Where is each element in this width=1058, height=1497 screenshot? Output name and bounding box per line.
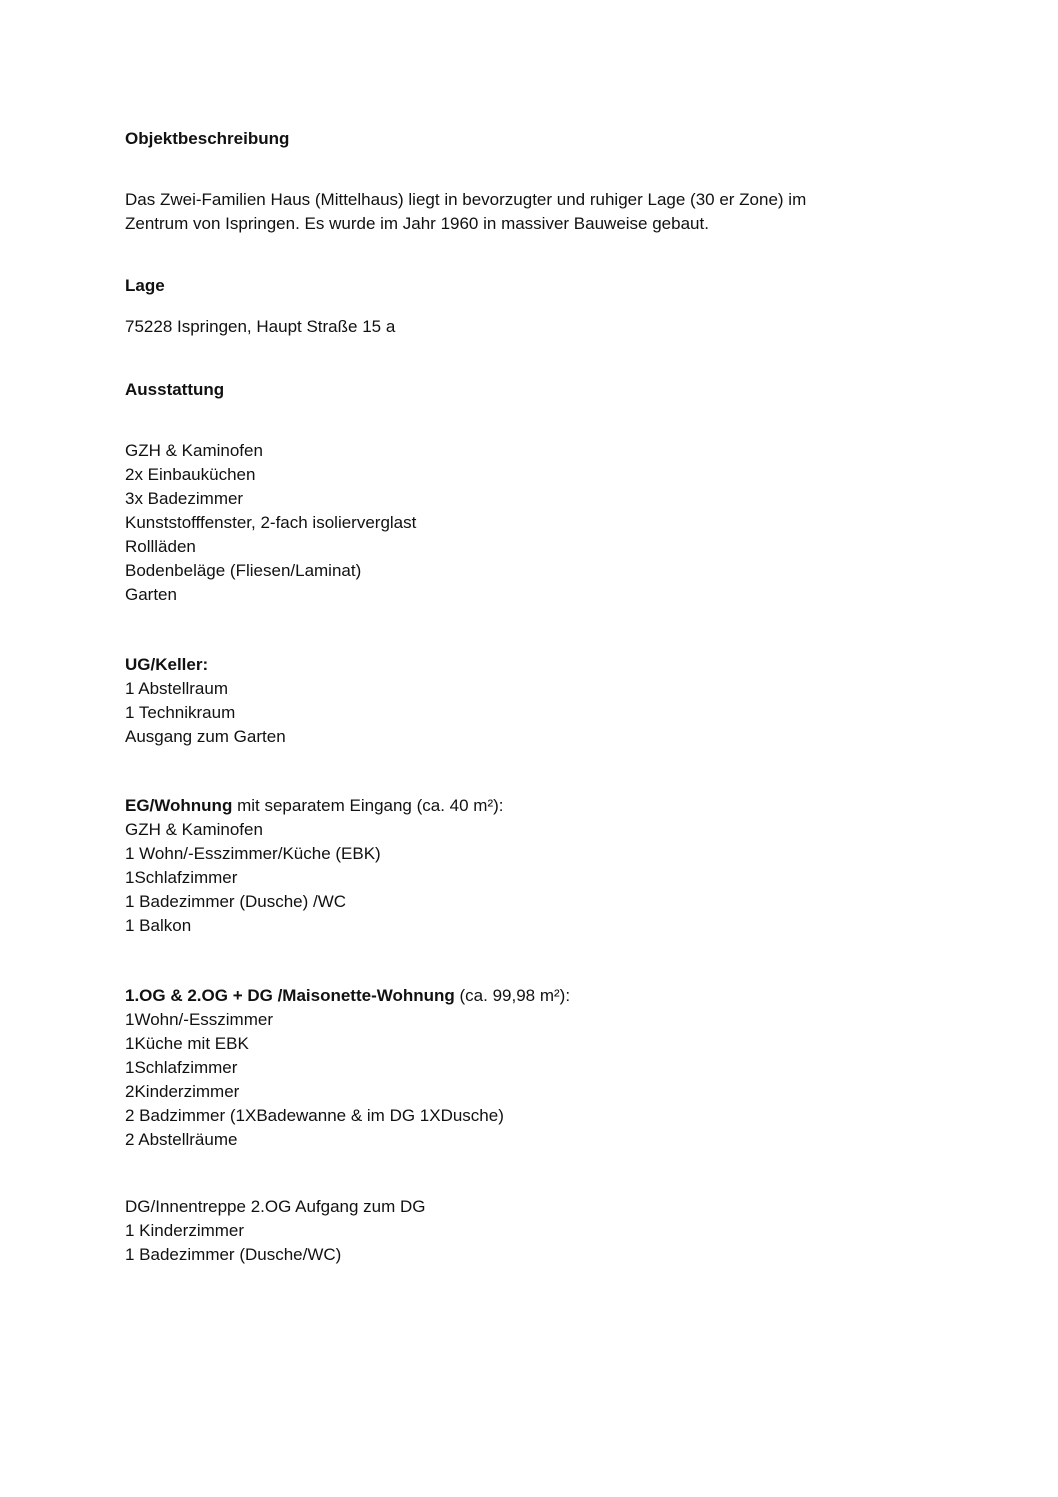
list-item: 1 Badezimmer (Dusche/WC) [125, 1245, 342, 1264]
list-item: 2Kinderzimmer [125, 1082, 240, 1101]
intro-paragraph [125, 188, 968, 236]
list-item: Ausgang zum Garten [125, 727, 286, 746]
section-heading: Ausstattung [125, 380, 225, 399]
list-item: 1 Badezimmer (Dusche) /WC [125, 892, 347, 911]
list-item: 1 Balkon [125, 916, 192, 935]
list-item: 2x Einbauküchen [125, 465, 256, 484]
intro-line: Zentrum von Ispringen. Es wurde im Jahr 1960 in massiver Bauweise gebaut. [125, 214, 709, 233]
attic-section [125, 1195, 968, 1267]
list-item: 1 Wohn/-Esszimmer/Küche (EBK) [125, 844, 381, 863]
address-block [125, 315, 968, 339]
section-heading: Lage [125, 276, 165, 295]
subsection-heading: DG/Innentreppe 2.OG Aufgang zum DG [125, 1197, 426, 1216]
list-item: 1Wohn/-Esszimmer [125, 1010, 273, 1029]
subsection-heading: UG/Keller: [125, 655, 209, 674]
list-item: Kunststofffenster, 2-fach isolierverglast [125, 513, 417, 532]
list-item: 1 Kinderzimmer [125, 1221, 245, 1240]
list-item: Rollläden [125, 537, 196, 556]
ground-floor-section [125, 794, 968, 938]
heading-location [125, 274, 968, 298]
subsection-heading-bold: EG/Wohnung [125, 796, 233, 815]
list-item: 1 Abstellraum [125, 679, 228, 698]
list-item: 3x Badezimmer [125, 489, 244, 508]
heading-features [125, 378, 968, 402]
list-item: 2 Badzimmer (1XBadewanne & im DG 1XDusche) [125, 1106, 504, 1125]
subsection-heading [125, 984, 968, 1008]
list-item: 1Schlafzimmer [125, 1058, 238, 1077]
subsection-heading-bold: 1.OG & 2.OG + DG /Maisonette-Wohnung [125, 986, 455, 1005]
subsection-heading [125, 794, 968, 818]
list-item: Bodenbeläge (Fliesen/Laminat) [125, 561, 362, 580]
basement-section [125, 653, 968, 749]
heading-object-description [125, 127, 968, 151]
list-item: Garten [125, 585, 177, 604]
list-item: 1 Technikraum [125, 703, 236, 722]
list-item: 1Schlafzimmer [125, 868, 238, 887]
address-line: 75228 Ispringen, Haupt Straße 15 a [125, 317, 396, 336]
features-list [125, 439, 968, 607]
subsection-heading-rest: mit separatem Eingang (ca. 40 m²): [232, 796, 504, 815]
list-item: GZH & Kaminofen [125, 820, 263, 839]
subsection-heading-rest: (ca. 99,98 m²): [454, 986, 571, 1005]
list-item: GZH & Kaminofen [125, 441, 263, 460]
intro-line: Das Zwei-Familien Haus (Mittelhaus) liegt in bevorzugter und ruhiger Lage (30 er Zone) im [125, 190, 807, 209]
section-heading: Objektbeschreibung [125, 129, 290, 148]
list-item: 1Küche mit EBK [125, 1034, 249, 1053]
maisonette-section [125, 984, 968, 1152]
list-item: 2 Abstellräume [125, 1130, 238, 1149]
